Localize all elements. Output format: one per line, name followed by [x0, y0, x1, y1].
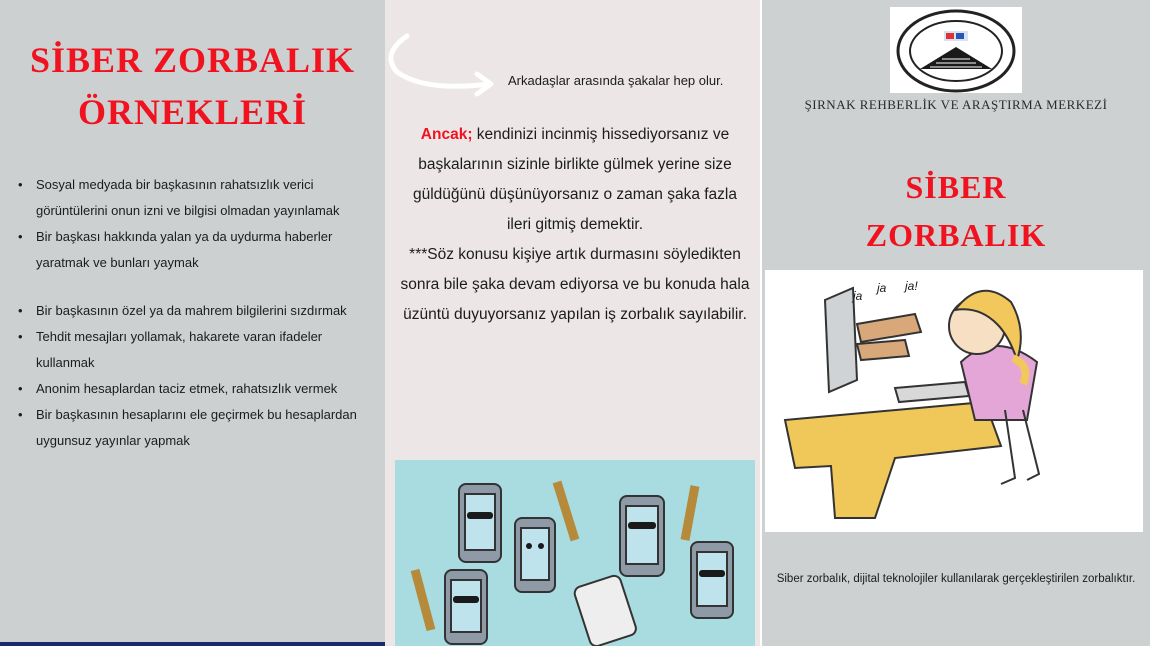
angry-phones-illustration [395, 460, 755, 646]
svg-text:ja!: ja! [905, 279, 918, 293]
examples-list [14, 172, 376, 454]
girl-at-computer-drawing [765, 270, 1143, 532]
svg-text:ja: ja [853, 289, 863, 303]
cyberbullying-illustration [765, 270, 1143, 532]
list-item: • Bir başkası hakkında yalan ya da uydurma haberler yaratmak ve bunları yaymak [14, 224, 376, 276]
list-item: • Bir başkasının özel ya da mahrem bilgilerini sızdırmak [14, 298, 376, 324]
right-panel [762, 0, 1150, 646]
right-title-line2: ZORBALIK [865, 217, 1047, 253]
institution-name: ŞIRNAK REHBERLİK VE ARAŞTIRMA MERKEZİ [804, 97, 1108, 112]
paragraph2-text: ***Söz konusu kişiye artık durmasını söyledikten sonra bile şaka devam ediyorsa ve bu konuda hala üzüntü duyuyorsanız yapılan iş zorbalık sayılabilir. [400, 246, 750, 323]
middle-panel [385, 0, 760, 646]
curved-arrow-icon [385, 30, 505, 110]
institution-logo [890, 7, 1022, 93]
intro-text: Arkadaşlar arasında şakalar hep olur. [508, 73, 724, 88]
left-panel [0, 0, 385, 646]
right-title-line1: SİBER [905, 169, 1007, 205]
logo-emblem-icon [890, 7, 1022, 93]
body-text [400, 120, 750, 330]
svg-text:ja: ja [877, 281, 887, 295]
bottom-bar [0, 642, 385, 646]
list-item: • Sosyal medyada bir başkasının rahatsızlık verici görüntülerini onun izni ve bilgisi olmadan yayınlamak [14, 172, 376, 224]
paragraph1-text: kendinizi incinmiş hissediyorsanız ve başkalarının sizinle birlikte gülmek yerine size güldüğünü düşünüyorsanız o zaman şaka fazla ileri gitmiş demektir. [413, 126, 737, 233]
left-title-line2: ÖRNEKLERİ [77, 92, 308, 132]
phones-drawing [395, 460, 755, 646]
list-item: • Tehdit mesajları yollamak, hakarete varan ifadeler kullanmak [14, 324, 376, 376]
definition-caption: Siber zorbalık, dijital teknolojiler kullanılarak gerçekleştirilen zorbalıktır. [776, 573, 1136, 585]
list-item: • Anonim hesaplardan taciz etmek, rahatsızlık vermek [14, 376, 376, 402]
right-panel-title [762, 163, 1150, 259]
ancak-label: Ancak; [420, 126, 473, 143]
left-panel-title [0, 34, 385, 138]
left-title-line1: SİBER ZORBALIK [29, 40, 356, 80]
list-item: • Bir başkasının hesaplarını ele geçirmek bu hesaplardan uygunsuz yayınlar yapmak [14, 402, 376, 454]
